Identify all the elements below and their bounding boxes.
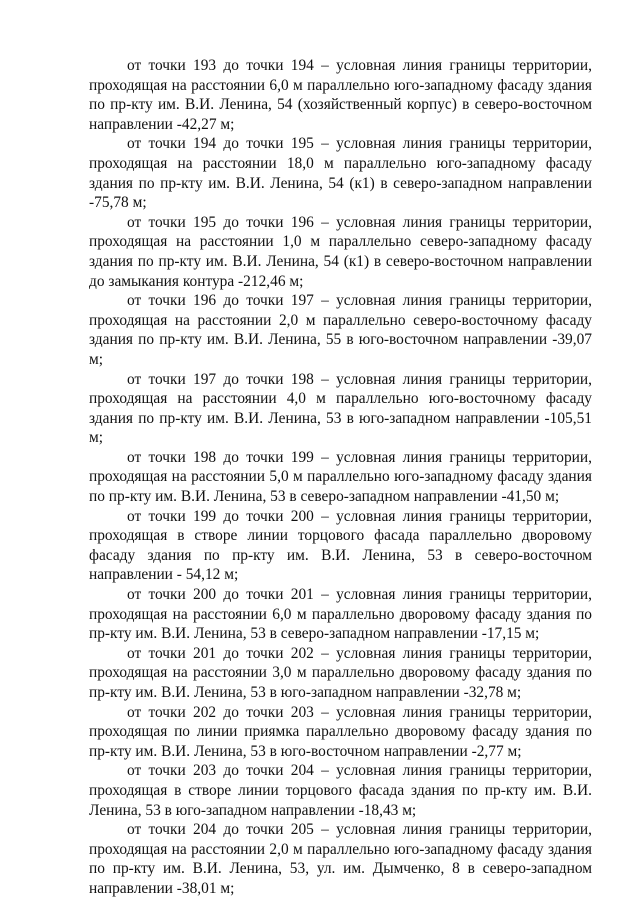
boundary-paragraph-193-194: от точки 193 до точки 194 – условная линия границы территории, проходящая на расстоянии 6,0 м параллельно юго-западному фасаду здания по пр-кту им. В.И. Ленина, 54 (хозяйственный корпус) в северо-восточном направлении -42,27 м; bbox=[89, 57, 592, 133]
boundary-paragraph-198-199: от точки 198 до точки 199 – условная линия границы территории, проходящая на расстоянии 5,0 м параллельно юго-западному фасаду здания по пр-кту им. В.И. Ленина, 53 в северо-западном направлении -41,50 м; bbox=[89, 448, 592, 506]
boundary-paragraph-196-197: от точки 196 до точки 197 – условная линия границы территории, проходящая на расстоянии 2,0 м параллельно северо-восточному фасаду здания по пр-кту им. В.И. Ленина, 55 в юго-восточном направлении -39,07 м; bbox=[89, 292, 592, 368]
document-body bbox=[89, 56, 592, 899]
boundary-paragraph-204-205: от точки 204 до точки 205 – условная линия границы территории, проходящая на расстоянии 2,0 м параллельно юго-западному фасаду здания по пр-кту им. В.И. Ленина, 53, ул. им. Дымченко, 8 в северо-западном направлении -38,01 м; bbox=[89, 821, 592, 897]
boundary-paragraph-195-196: от точки 195 до точки 196 – условная линия границы территории, проходящая на расстоянии 1,0 м параллельно северо-западному фасаду здания по пр-кту им. В.И. Ленина, 54 (к1) в северо-восточном направлении до замыкания контура -212,46 м; bbox=[89, 213, 592, 290]
boundary-paragraph-194-195: от точки 194 до точки 195 – условная линия границы территории, проходящая на расстоянии 18,0 м параллельно юго-западному фасаду здания по пр-кту им. В.И. Ленина, 54 (к1) в северо-западном направлении -75,78 м; bbox=[89, 135, 592, 212]
boundary-paragraph-200-201: от точки 200 до точки 201 – условная линия границы территории, проходящая на расстоянии 6,0 м параллельно дворовому фасаду здания по пр-кту им. В.И. Ленина, 53 в северо-западном направлении -17,15 м; bbox=[89, 586, 592, 643]
boundary-paragraph-202-203: от точки 202 до точки 203 – условная линия границы территории, проходящая по линии приямка параллельно дворовому фасаду здания по пр-кту им. В.И. Ленина, 53 в юго-восточном направлении -2,77 м; bbox=[89, 703, 592, 760]
boundary-paragraph-199-200: от точки 199 до точки 200 – условная линия границы территории, проходящая в створе линии торцового фасада параллельно дворовому фасаду здания по пр-кту им. В.И. Ленина, 53 в северо-восточном направлении - 54,12 м; bbox=[89, 507, 592, 584]
boundary-paragraph-201-202: от точки 201 до точки 202 – условная линия границы территории, проходящая на расстоянии 3,0 м параллельно дворовому фасаду здания по пр-кту им. В.И. Ленина, 53 в юго-западном направлении -32,78 м; bbox=[89, 644, 592, 701]
boundary-paragraph-203-204: от точки 203 до точки 204 – условная линия границы территории, проходящая в створе линии торцового фасада здания по пр-кту им. В.И. Ленина, 53 в юго-западном направлении -18,43 м; bbox=[89, 762, 592, 819]
boundary-paragraph-197-198: от точки 197 до точки 198 – условная линия границы территории, проходящая на расстоянии 4,0 м параллельно юго-восточному фасаду здания по пр-кту им. В.И. Ленина, 53 в юго-западном направлении -105,51 м; bbox=[89, 370, 592, 447]
